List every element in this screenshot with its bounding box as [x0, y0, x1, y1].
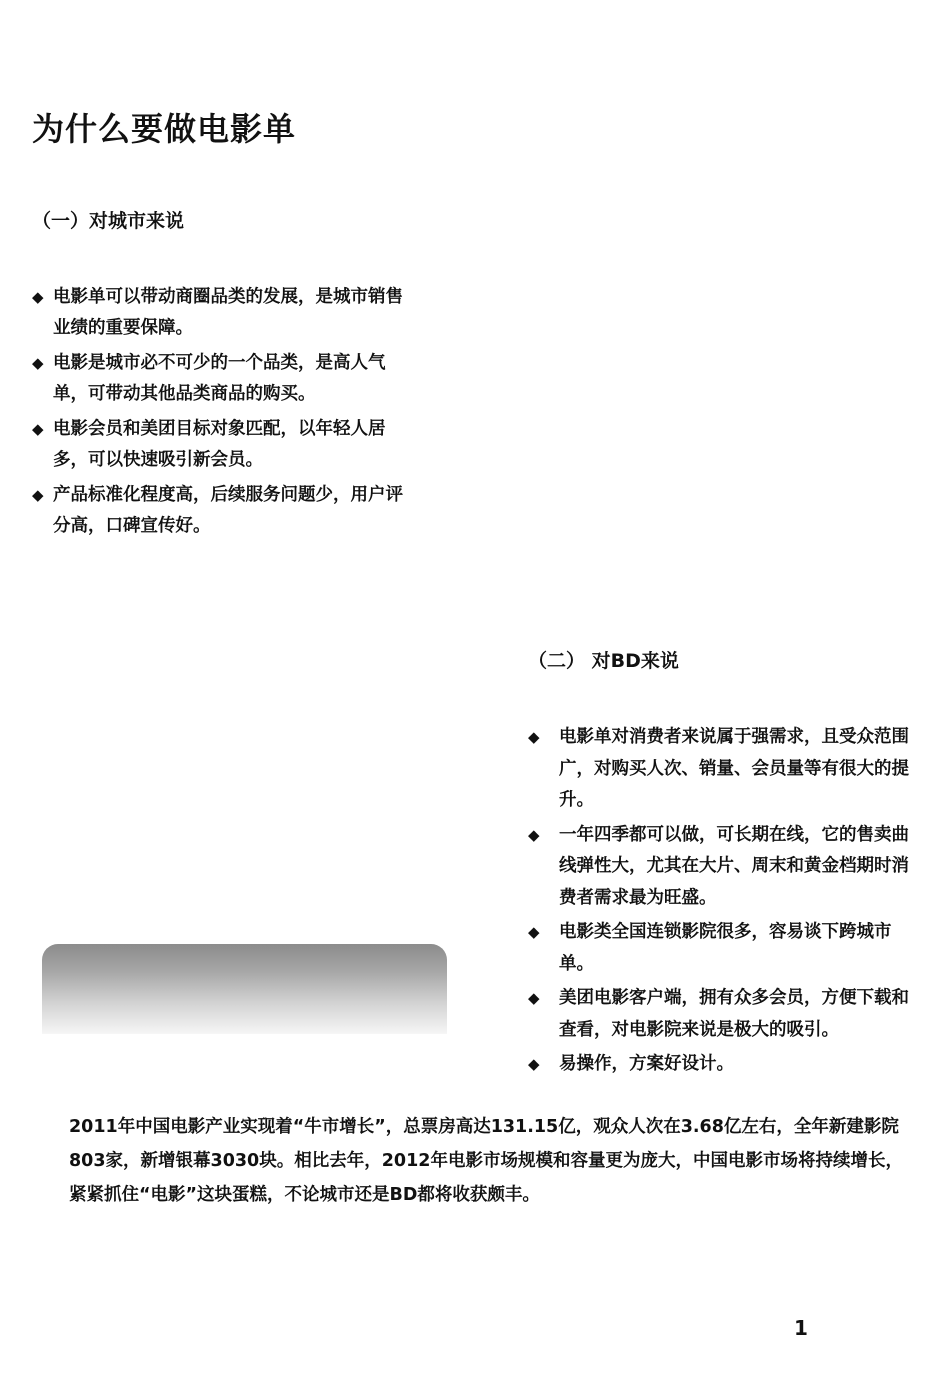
- list-item: [32, 480, 412, 542]
- list-item-text: 电影单对消费者来说属于强需求，且受众范围广，对购买人次、销量、会员量等有很大的提升。: [559, 727, 909, 810]
- list-item: [32, 414, 412, 476]
- list-item-text: 产品标准化程度高，后续服务问题少，用户评分高，口碑宣传好。: [53, 485, 403, 536]
- decorative-gradient-panel: [42, 944, 447, 1034]
- page-title: 为什么要做电影单: [32, 110, 297, 148]
- list-item-text: 电影会员和美团目标对象匹配，以年轻人居多，可以快速吸引新会员。: [53, 419, 386, 470]
- diamond-bullet-icon: ◆: [528, 989, 540, 1007]
- list-item-text: 美团电影客户端，拥有众多会员，方便下载和查看，对电影院来说是极大的吸引。: [559, 988, 909, 1040]
- list-item: [528, 1049, 920, 1081]
- list-item: [528, 983, 920, 1046]
- diamond-bullet-icon: ◆: [528, 825, 540, 844]
- diamond-bullet-icon: ◆: [528, 1055, 540, 1073]
- list-item: [32, 282, 412, 344]
- diamond-bullet-icon: ◆: [32, 288, 44, 306]
- list-item-text: 电影单可以带动商圈品类的发展，是城市销售业绩的重要保障。: [53, 287, 403, 338]
- list-item-text: 电影类全国连锁影院很多，容易谈下跨城市单。: [559, 922, 892, 974]
- list-item: [528, 820, 920, 915]
- section-heading-bd: （二） 对BD来说: [528, 650, 679, 672]
- page-number: 1: [794, 1316, 808, 1340]
- diamond-bullet-icon: ◆: [528, 728, 540, 746]
- city-reasons-list: [32, 282, 412, 546]
- list-item: [32, 348, 412, 410]
- diamond-bullet-icon: ◆: [32, 486, 44, 504]
- list-item-text: 电影是城市必不可少的一个品类，是高人气单，可带动其他品类商品的购买。: [53, 353, 386, 404]
- bd-reasons-list: [528, 722, 920, 1084]
- section-heading-city: （一）对城市来说: [32, 210, 185, 232]
- list-item-text: 一年四季都可以做，可长期在线，它的售卖曲线弹性大，尤其在大片、周末和黄金档期时消费者需求最为旺盛。: [559, 824, 909, 908]
- list-item: [528, 917, 920, 980]
- diamond-bullet-icon: ◆: [32, 420, 44, 438]
- list-item-text: 易操作，方案好设计。: [559, 1054, 734, 1074]
- diamond-bullet-icon: ◆: [528, 923, 540, 941]
- diamond-bullet-icon: ◆: [32, 354, 44, 372]
- list-item: [528, 722, 920, 817]
- summary-paragraph: 2011年中国电影产业实现着“牛市增长”，总票房高达131.15亿，观众人次在3.68亿左右，全年新建影院803家，新增银幕3030块。相比去年，2012年电影市场规模和容量更为庞大，中国电影市场将持续增长，紧紧抓住“电影”这块蛋糕，不论城市还是BD都将收获颇丰。: [69, 1117, 903, 1205]
